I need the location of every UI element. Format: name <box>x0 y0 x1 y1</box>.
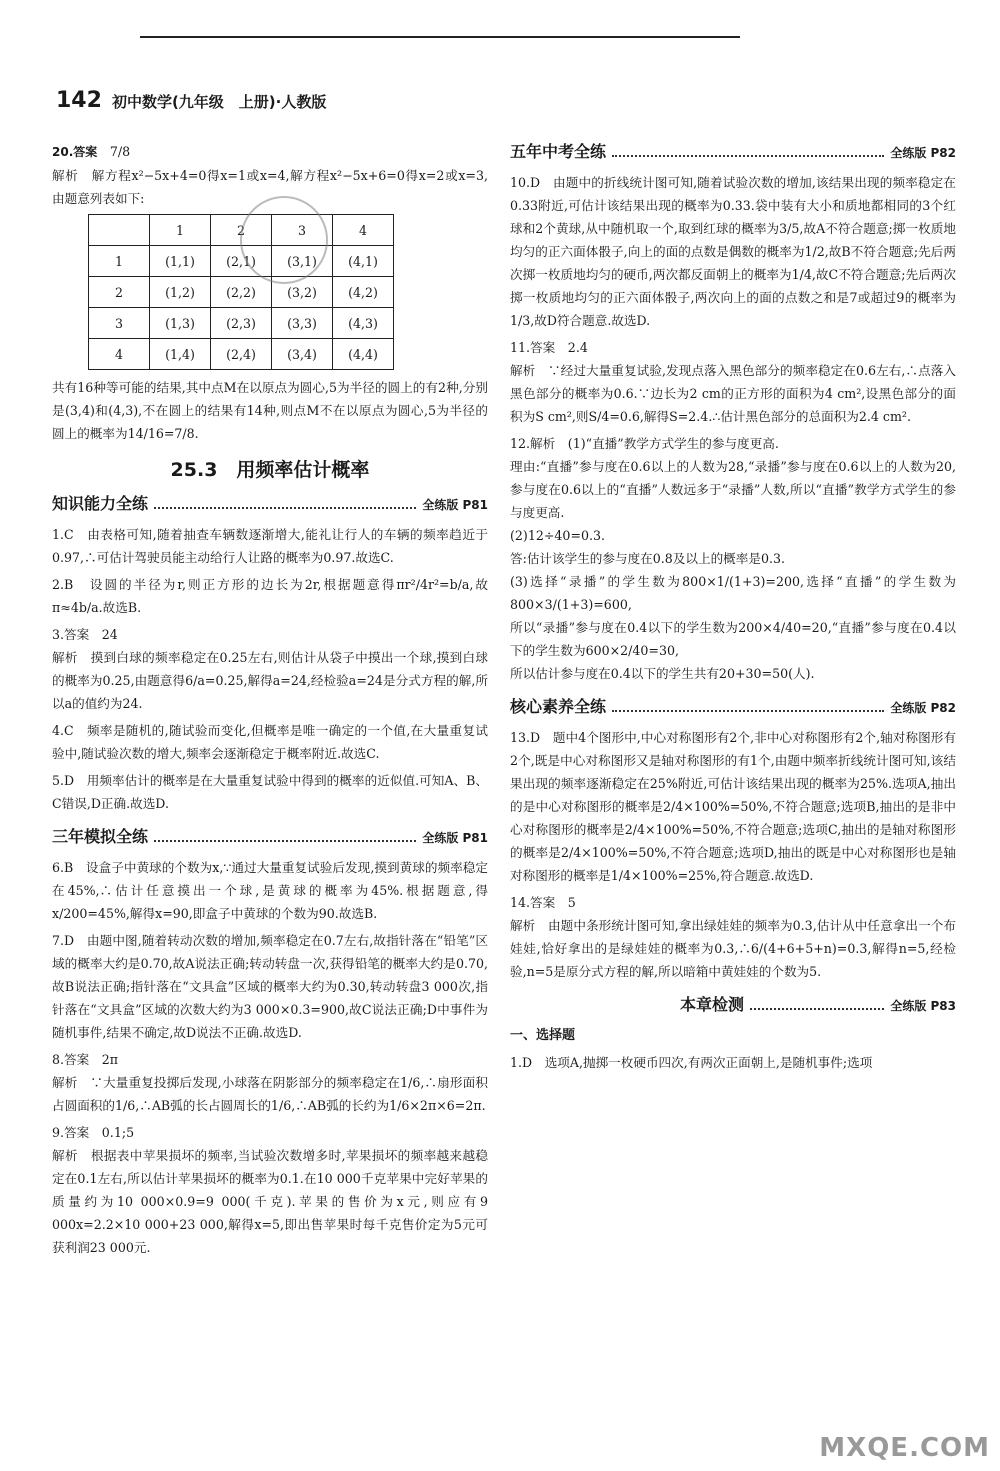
table-cell: (2,4) <box>211 339 272 370</box>
q20-jiexi: 解析 解方程x²−5x+4=0得x=1或x=4,解方程x²−5x+6=0得x=2或x=3,由题意列表如下: <box>52 168 488 206</box>
answer-z12-c: (2)12÷40=0.3. <box>510 528 606 543</box>
right-column <box>510 140 956 1078</box>
answer-k3-label: 3.答案 24 <box>52 627 118 642</box>
table-cell: (3,3) <box>272 308 333 339</box>
answer-z12-e: (3)选择“录播”的学生数为800×1/(1+3)=200,选择“直播”的学生数为800×3/(1+3)=600, <box>510 574 956 612</box>
table-cell: (4,2) <box>333 277 394 308</box>
table-cell: (3,4) <box>272 339 333 370</box>
section-label: 三年模拟全练 <box>52 827 149 846</box>
answer-h14-label: 14.答案 5 <box>510 895 576 910</box>
answer-k2: 2.B 设圆的半径为r,则正方形的边长为2r,根据题意得πr²/4r²=b/a,故π≈4b/a.故选B. <box>52 577 488 615</box>
answer-h13: 13.D 题中4个图形中,中心对称图形有2个,非中心对称图形有2个,轴对称图形有2个,既是中心对称图形又是轴对称图形的有1个,由题中频率折线统计图可知,该结果出现的频率逐渐稳定在25%附近,可估计该结果出现的概率为25%.选项A,抽出的是中心对称图形的概率是2/4×100%=50%,不符合题意;选项B,抽出的是非中心对称图形的概率是2/4×100%=50%,不符合题意;选项C,抽出的是轴对称图形的概率是2/4×100%=50%,不符合题意;选项D,抽出的既是中心对称图形也是轴对称图形的概率是1/4×100%=25%,符合题意.故选D. <box>510 730 956 883</box>
answer-z11-label: 11.答案 2.4 <box>510 340 588 355</box>
table-row <box>89 339 394 370</box>
left-column <box>52 140 488 1263</box>
answer-m9: 解析 根据表中苹果损坏的频率,当试验次数增多时,苹果损坏的频率越来越稳定在0.1左右,所以估计苹果损坏的概率为0.1.在10 000千克苹果中完好苹果的质量约为10 000×0.9=9 000(千克).苹果的售价为x元,则应有9 000x=2.2×10 000+23 000,解得x=5,即出售苹果时每千克售价定为5元可获利润23 000元. <box>52 1148 488 1255</box>
table-cell: 2 <box>211 215 272 246</box>
q20 <box>52 140 488 445</box>
section-ref: 全练版 P83 <box>890 999 956 1013</box>
table-cell: 2 <box>89 277 150 308</box>
answer-k1: 1.C 由表格可知,随着抽查车辆数逐渐增大,能礼让行人的车辆的频率趋近于0.97,∴可估计驾驶员能主动给行人让路的概率为0.97.故选C. <box>52 527 488 565</box>
answer-k5: 5.D 用频率估计的概率是在大量重复试验中得到的概率的近似值.可知A、B、C错误,D正确.故选D. <box>52 773 488 811</box>
q20-label: 20.答案 <box>52 145 98 159</box>
answer-k4: 4.C 频率是随机的,随试验而变化,但概率是唯一确定的一个值,在大量重复试验中,随试验次数的增大,频率会逐渐稳定于概率附近.故选C. <box>52 723 488 761</box>
answer-z11: 解析 ∵经过大量重复试验,发现点落入黑色部分的频率稳定在0.6左右,∴点落入黑色部分的概率为0.6.∵边长为2 cm的正方形的面积为4 cm²,设黑色部分的面积为S cm²,则S/4=0.6,解得S=2.4.∴估计黑色部分的总面积为2.4 cm². <box>510 363 956 424</box>
table-cell: (4,3) <box>333 308 394 339</box>
table-cell: 3 <box>272 215 333 246</box>
answer-z12-d: 答:估计该学生的参与度在0.8及以上的概率是0.3. <box>510 551 785 566</box>
answer-m8: 解析 ∵大量重复投掷后发现,小球落在阴影部分的频率稳定在1/6,∴扇形面积占圆面积的1/6,∴AB弧的长占圆周长的1/6,∴AB弧的长约为1/6×2π×6=2π. <box>52 1075 488 1113</box>
answer-z12-g: 所以估计参与度在0.4以下的学生共有20+30=50(人). <box>510 666 815 681</box>
answer-m9-label: 9.答案 0.1;5 <box>52 1125 135 1140</box>
answer-m6: 6.B 设盒子中黄球的个数为x,∵通过大量重复试验后发现,摸到黄球的频率稳定在45%,∴估计任意摸出一个球,是黄球的概率为45%.根据题意,得x/200=45%,解得x=90,即盒子中黄球的个数为90.故选B. <box>52 860 488 921</box>
table-cell: (2,1) <box>211 246 272 277</box>
table-cell: (3,1) <box>272 246 333 277</box>
q20-answer: 7/8 <box>109 144 131 159</box>
section-label: 核心素养全练 <box>510 697 607 716</box>
top-rule <box>140 36 740 38</box>
section-label: 五年中考全练 <box>510 142 607 161</box>
table-cell: (4,1) <box>333 246 394 277</box>
table-cell <box>89 215 150 246</box>
stamp-watermark <box>240 196 328 284</box>
subsection-title: 一、选择题 <box>510 1028 576 1043</box>
answer-m8-label: 8.答案 2π <box>52 1052 119 1067</box>
section-header-sannian <box>52 825 488 850</box>
table-cell: 3 <box>89 308 150 339</box>
answer-z12-a: 12.解析 (1)“直播”教学方式学生的参与度更高. <box>510 436 779 451</box>
section-ref: 全练版 P81 <box>422 831 488 845</box>
answer-z12-f: 所以“录播”参与度在0.4以下的学生数为200×4/40=20,“直播”参与度在0.4以下的学生数为600×2/40=30, <box>510 620 956 658</box>
table-cell: 1 <box>150 215 211 246</box>
table-cell: 1 <box>89 246 150 277</box>
answer-k3: 解析 摸到白球的频率稳定在0.25左右,则估计从袋子中摸出一个球,摸到白球的概率为0.25,由题意得6/a=0.25,解得a=24,经检验a=24是分式方程的解,所以a的值约为24. <box>52 650 488 711</box>
section-header-zhishi <box>52 492 488 517</box>
q20-after: 共有16种等可能的结果,其中点M在以原点为圆心,5为半径的圆上的有2种,分别是(3,4)和(4,3),不在圆上的结果有14种,则点M不在以原点为圆心,5为半径的圆上的概率为14/16=7/8. <box>52 380 488 441</box>
section-ref: 全练版 P82 <box>890 701 956 715</box>
table-cell: (1,4) <box>150 339 211 370</box>
section-label: 知识能力全练 <box>52 494 149 513</box>
table-cell: (2,2) <box>211 277 272 308</box>
table-cell: (1,1) <box>150 246 211 277</box>
page-header <box>56 88 326 113</box>
table-cell: (2,3) <box>211 308 272 339</box>
section-label: 本章检测 <box>680 995 745 1014</box>
section-header-benzhang <box>680 993 956 1018</box>
answer-z10: 10.D 由题中的折线统计图可知,随着试验次数的增加,该结果出现的频率稳定在0.33附近,可估计该结果出现的概率为0.33.袋中装有大小和质地都相同的3个红球和2个黄球,从中随机取一个,取到红球的概率为3/5,故A不符合题意;掷一枚质地均匀的正六面体骰子,向上的面的点数是偶数的概率为1/2,故B不符合题意;先后两次掷一枚质地均匀的硬币,两次都反面朝上的概率为1/4,故C不符合题意;先后两次掷一枚质地均匀的正六面体骰子,两次向上的面的点数之和是7或超过9的概率为1/3,故D符合题意.故选D. <box>510 175 956 328</box>
section-header-wunian <box>510 140 956 165</box>
answer-z12-b: 理由:“直播”参与度在0.6以上的人数为28,“录播”参与度在0.6以上的人数为20,参与度在0.6以上的“直播”人数远多于“录播”人数,所以“直播”教学方式学生的参与度更高. <box>510 459 956 520</box>
table-cell: 4 <box>89 339 150 370</box>
table-cell: (4,4) <box>333 339 394 370</box>
table-cell: 4 <box>333 215 394 246</box>
answer-h14: 解析 由题中条形统计图可知,拿出绿娃娃的频率为0.3,估计从中任意拿出一个布娃娃,恰好拿出的是绿娃娃的概率为0.3,∴6/(4+6+5+n)=0.3,解得n=5,经检验,n=5是原分式方程的解,所以暗箱中黄娃娃的个数为5. <box>510 918 956 979</box>
table-row <box>89 277 394 308</box>
answer-c1: 1.D 选项A,抛掷一枚硬币四次,有两次正面朝上,是随机事件;选项 <box>510 1055 873 1070</box>
table-row <box>89 308 394 339</box>
table-cell: (1,3) <box>150 308 211 339</box>
section-ref: 全练版 P82 <box>890 146 956 160</box>
answer-m7: 7.D 由题中图,随着转动次数的增加,频率稳定在0.7左右,故指针落在“铅笔”区域的概率大约是0.70,故A说法正确;转动转盘一次,获得铅笔的概率大约是0.70,故B说法正确;指针落在“文具盒”区域的概率大约为0.30,转动转盘3 000次,指针落在“文具盒”区域的次数大约为3 000×0.3=900,故C说法正确;D中事件为随机事件,结果不确定,故D说法不正确.故选D. <box>52 933 488 1040</box>
table-cell: (3,2) <box>272 277 333 308</box>
page-number: 142 <box>56 88 102 113</box>
section-title: 25.3 用频率估计概率 <box>170 459 370 481</box>
section-header-hexin <box>510 695 956 720</box>
section-ref: 全练版 P81 <box>422 498 488 512</box>
book-title: 初中数学(九年级 上册)·人教版 <box>111 93 327 111</box>
table-cell: (1,2) <box>150 277 211 308</box>
site-watermark: MXQE.COM <box>819 1433 990 1463</box>
